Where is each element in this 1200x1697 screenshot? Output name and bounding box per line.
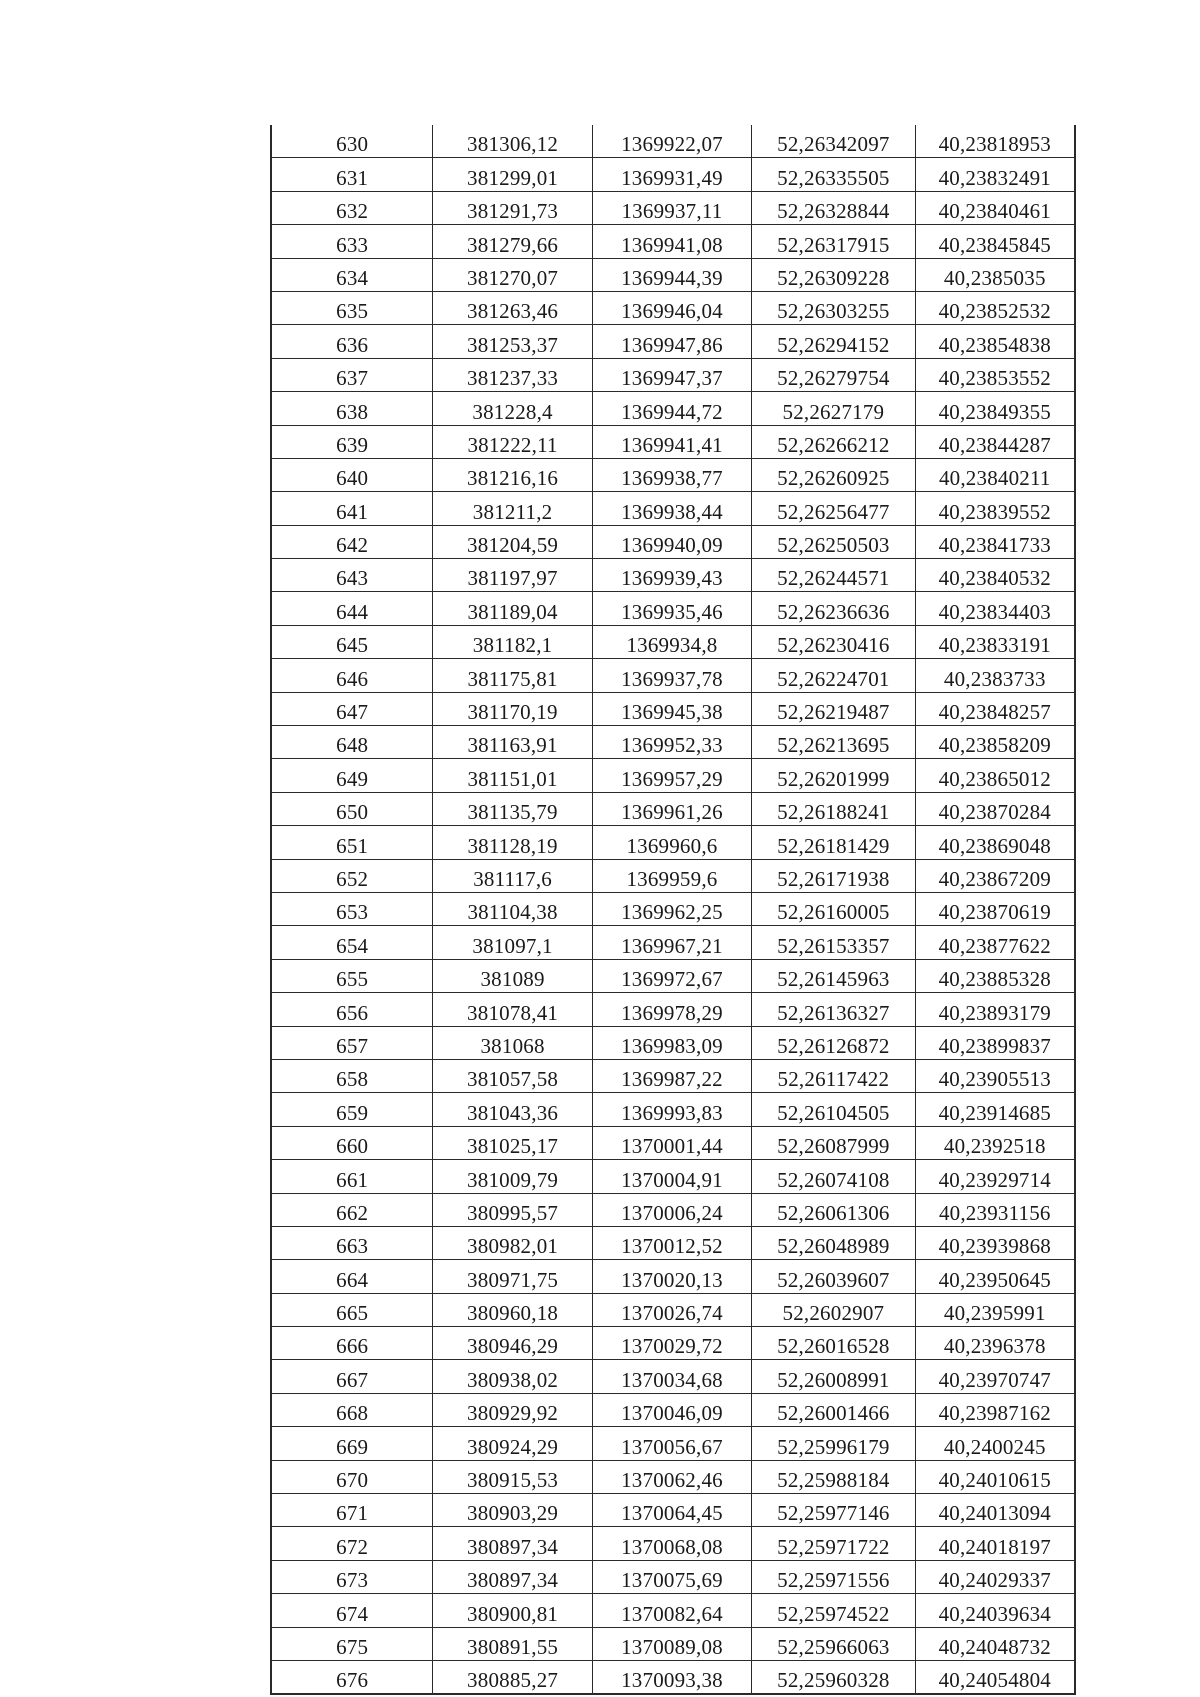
y-coordinate-cell: 1370068,08 [592,1527,751,1560]
table-row [271,1026,1075,1059]
y-coordinate-cell: 1369944,39 [592,258,751,291]
latitude-cell: 52,26244571 [752,559,915,592]
longitude-cell: 40,2392518 [915,1126,1075,1159]
longitude-cell: 40,23839552 [915,492,1075,525]
longitude-cell: 40,2400245 [915,1427,1075,1460]
point-number-cell: 672 [271,1527,433,1560]
point-number-cell: 657 [271,1026,433,1059]
table-row [271,425,1075,458]
latitude-cell: 52,26160005 [752,892,915,925]
y-coordinate-cell: 1370006,24 [592,1193,751,1226]
point-number-cell: 648 [271,726,433,759]
x-coordinate-cell: 381216,16 [433,458,592,491]
x-coordinate-cell: 381128,19 [433,826,592,859]
y-coordinate-cell: 1369961,26 [592,792,751,825]
longitude-cell: 40,23914685 [915,1093,1075,1126]
x-coordinate-cell: 381151,01 [433,759,592,792]
longitude-cell: 40,24054804 [915,1660,1075,1694]
table-row [271,1494,1075,1527]
longitude-cell: 40,24048732 [915,1627,1075,1660]
latitude-cell: 52,26201999 [752,759,915,792]
table-row [271,1427,1075,1460]
point-number-cell: 647 [271,692,433,725]
table-row [271,1126,1075,1159]
latitude-cell: 52,2602907 [752,1293,915,1326]
latitude-cell: 52,26309228 [752,258,915,291]
x-coordinate-cell: 380982,01 [433,1226,592,1259]
longitude-cell: 40,24010615 [915,1460,1075,1493]
table-row [271,358,1075,391]
y-coordinate-cell: 1369962,25 [592,892,751,925]
latitude-cell: 52,26328844 [752,191,915,224]
longitude-cell: 40,23832491 [915,158,1075,191]
latitude-cell: 52,26153357 [752,926,915,959]
x-coordinate-cell: 381057,58 [433,1059,592,1092]
longitude-cell: 40,23893179 [915,993,1075,1026]
table-row [271,392,1075,425]
y-coordinate-cell: 1370026,74 [592,1293,751,1326]
point-number-cell: 665 [271,1293,433,1326]
latitude-cell: 52,26260925 [752,458,915,491]
table-row [271,1160,1075,1193]
y-coordinate-cell: 1370082,64 [592,1594,751,1627]
longitude-cell: 40,24039634 [915,1594,1075,1627]
table-row [271,692,1075,725]
point-number-cell: 649 [271,759,433,792]
point-number-cell: 669 [271,1427,433,1460]
point-number-cell: 656 [271,993,433,1026]
x-coordinate-cell: 380885,27 [433,1660,592,1694]
latitude-cell: 52,26074108 [752,1160,915,1193]
table-row [271,1594,1075,1627]
table-row [271,792,1075,825]
point-number-cell: 634 [271,258,433,291]
y-coordinate-cell: 1370093,38 [592,1660,751,1694]
point-number-cell: 636 [271,325,433,358]
y-coordinate-cell: 1369947,86 [592,325,751,358]
latitude-cell: 52,26104505 [752,1093,915,1126]
table-row [271,1293,1075,1326]
table-row [271,1193,1075,1226]
point-number-cell: 641 [271,492,433,525]
point-number-cell: 661 [271,1160,433,1193]
longitude-cell: 40,23840461 [915,191,1075,224]
x-coordinate-cell: 381197,97 [433,559,592,592]
longitude-cell: 40,23853552 [915,358,1075,391]
x-coordinate-cell: 381104,38 [433,892,592,925]
x-coordinate-cell: 381291,73 [433,191,592,224]
x-coordinate-cell: 381068 [433,1026,592,1059]
x-coordinate-cell: 381299,01 [433,158,592,191]
longitude-cell: 40,23840532 [915,559,1075,592]
point-number-cell: 643 [271,559,433,592]
point-number-cell: 674 [271,1594,433,1627]
table-row [271,1627,1075,1660]
y-coordinate-cell: 1369946,04 [592,291,751,324]
x-coordinate-cell: 381009,79 [433,1160,592,1193]
longitude-cell: 40,23865012 [915,759,1075,792]
y-coordinate-cell: 1369983,09 [592,1026,751,1059]
longitude-cell: 40,24013094 [915,1494,1075,1527]
longitude-cell: 40,2383733 [915,659,1075,692]
point-number-cell: 660 [271,1126,433,1159]
y-coordinate-cell: 1370064,45 [592,1494,751,1527]
y-coordinate-cell: 1369934,8 [592,625,751,658]
coordinates-table-body [271,125,1075,1694]
point-number-cell: 637 [271,358,433,391]
y-coordinate-cell: 1369931,49 [592,158,751,191]
latitude-cell: 52,25971722 [752,1527,915,1560]
y-coordinate-cell: 1369937,78 [592,659,751,692]
table-row [271,659,1075,692]
y-coordinate-cell: 1369993,83 [592,1093,751,1126]
longitude-cell: 40,23845845 [915,225,1075,258]
x-coordinate-cell: 381204,59 [433,525,592,558]
latitude-cell: 52,26294152 [752,325,915,358]
y-coordinate-cell: 1369941,41 [592,425,751,458]
longitude-cell: 40,2385035 [915,258,1075,291]
y-coordinate-cell: 1369938,44 [592,492,751,525]
table-row [271,325,1075,358]
longitude-cell: 40,23869048 [915,826,1075,859]
point-number-cell: 635 [271,291,433,324]
y-coordinate-cell: 1369959,6 [592,859,751,892]
latitude-cell: 52,26048989 [752,1226,915,1259]
table-row [271,191,1075,224]
table-row [271,1093,1075,1126]
x-coordinate-cell: 381089 [433,959,592,992]
latitude-cell: 52,26145963 [752,959,915,992]
longitude-cell: 40,24029337 [915,1560,1075,1593]
point-number-cell: 650 [271,792,433,825]
longitude-cell: 40,23844287 [915,425,1075,458]
x-coordinate-cell: 381211,2 [433,492,592,525]
table-row [271,1260,1075,1293]
latitude-cell: 52,2627179 [752,392,915,425]
x-coordinate-cell: 381117,6 [433,859,592,892]
x-coordinate-cell: 381135,79 [433,792,592,825]
table-row [271,225,1075,258]
y-coordinate-cell: 1369945,38 [592,692,751,725]
longitude-cell: 40,23950645 [915,1260,1075,1293]
point-number-cell: 631 [271,158,433,191]
x-coordinate-cell: 380929,92 [433,1393,592,1426]
y-coordinate-cell: 1369922,07 [592,125,751,158]
latitude-cell: 52,26213695 [752,726,915,759]
point-number-cell: 646 [271,659,433,692]
x-coordinate-cell: 380960,18 [433,1293,592,1326]
table-row [271,525,1075,558]
x-coordinate-cell: 381182,1 [433,625,592,658]
latitude-cell: 52,25971556 [752,1560,915,1593]
latitude-cell: 52,25966063 [752,1627,915,1660]
y-coordinate-cell: 1369957,29 [592,759,751,792]
x-coordinate-cell: 380915,53 [433,1460,592,1493]
point-number-cell: 651 [271,826,433,859]
table-row [271,926,1075,959]
point-number-cell: 667 [271,1360,433,1393]
point-number-cell: 653 [271,892,433,925]
table-row [271,859,1075,892]
x-coordinate-cell: 381170,19 [433,692,592,725]
y-coordinate-cell: 1369978,29 [592,993,751,1026]
table-row [271,1460,1075,1493]
y-coordinate-cell: 1369967,21 [592,926,751,959]
longitude-cell: 40,23841733 [915,525,1075,558]
y-coordinate-cell: 1370046,09 [592,1393,751,1426]
x-coordinate-cell: 381222,11 [433,425,592,458]
y-coordinate-cell: 1369944,72 [592,392,751,425]
latitude-cell: 52,26303255 [752,291,915,324]
latitude-cell: 52,25996179 [752,1427,915,1460]
latitude-cell: 52,26317915 [752,225,915,258]
longitude-cell: 40,23970747 [915,1360,1075,1393]
coordinates-table [270,125,1076,1695]
latitude-cell: 52,26016528 [752,1327,915,1360]
latitude-cell: 52,26250503 [752,525,915,558]
latitude-cell: 52,26008991 [752,1360,915,1393]
longitude-cell: 40,23987162 [915,1393,1075,1426]
y-coordinate-cell: 1369938,77 [592,458,751,491]
latitude-cell: 52,25977146 [752,1494,915,1527]
y-coordinate-cell: 1369952,33 [592,726,751,759]
x-coordinate-cell: 381163,91 [433,726,592,759]
y-coordinate-cell: 1369947,37 [592,358,751,391]
x-coordinate-cell: 381279,66 [433,225,592,258]
y-coordinate-cell: 1370001,44 [592,1126,751,1159]
y-coordinate-cell: 1370012,52 [592,1226,751,1259]
x-coordinate-cell: 381025,17 [433,1126,592,1159]
point-number-cell: 658 [271,1059,433,1092]
y-coordinate-cell: 1370020,13 [592,1260,751,1293]
longitude-cell: 40,23939868 [915,1226,1075,1259]
point-number-cell: 642 [271,525,433,558]
x-coordinate-cell: 381078,41 [433,993,592,1026]
point-number-cell: 673 [271,1560,433,1593]
x-coordinate-cell: 381263,46 [433,291,592,324]
latitude-cell: 52,26087999 [752,1126,915,1159]
point-number-cell: 633 [271,225,433,258]
table-row [271,1560,1075,1593]
latitude-cell: 52,26279754 [752,358,915,391]
x-coordinate-cell: 381189,04 [433,592,592,625]
table-row [271,1393,1075,1426]
point-number-cell: 663 [271,1226,433,1259]
latitude-cell: 52,26188241 [752,792,915,825]
table-row [271,1360,1075,1393]
longitude-cell: 40,23854838 [915,325,1075,358]
point-number-cell: 670 [271,1460,433,1493]
longitude-cell: 40,2395991 [915,1293,1075,1326]
longitude-cell: 40,23848257 [915,692,1075,725]
latitude-cell: 52,26039607 [752,1260,915,1293]
y-coordinate-cell: 1370004,91 [592,1160,751,1193]
longitude-cell: 40,23929714 [915,1160,1075,1193]
table-row [271,258,1075,291]
latitude-cell: 52,26126872 [752,1026,915,1059]
point-number-cell: 676 [271,1660,433,1694]
point-number-cell: 666 [271,1327,433,1360]
point-number-cell: 630 [271,125,433,158]
y-coordinate-cell: 1370029,72 [592,1327,751,1360]
longitude-cell: 40,23877622 [915,926,1075,959]
y-coordinate-cell: 1369940,09 [592,525,751,558]
latitude-cell: 52,26335505 [752,158,915,191]
longitude-cell: 40,23840211 [915,458,1075,491]
latitude-cell: 52,26001466 [752,1393,915,1426]
table-row [271,826,1075,859]
point-number-cell: 662 [271,1193,433,1226]
latitude-cell: 52,26256477 [752,492,915,525]
latitude-cell: 52,26224701 [752,659,915,692]
longitude-cell: 40,23818953 [915,125,1075,158]
table-row [271,458,1075,491]
longitude-cell: 40,23867209 [915,859,1075,892]
point-number-cell: 675 [271,1627,433,1660]
y-coordinate-cell: 1370034,68 [592,1360,751,1393]
table-row [271,291,1075,324]
point-number-cell: 645 [271,625,433,658]
y-coordinate-cell: 1369960,6 [592,826,751,859]
table-row [271,892,1075,925]
longitude-cell: 40,23834403 [915,592,1075,625]
longitude-cell: 40,23870284 [915,792,1075,825]
point-number-cell: 659 [271,1093,433,1126]
table-row [271,625,1075,658]
point-number-cell: 632 [271,191,433,224]
longitude-cell: 40,23931156 [915,1193,1075,1226]
x-coordinate-cell: 381043,36 [433,1093,592,1126]
point-number-cell: 644 [271,592,433,625]
point-number-cell: 639 [271,425,433,458]
table-row [271,492,1075,525]
y-coordinate-cell: 1370062,46 [592,1460,751,1493]
table-row [271,1226,1075,1259]
latitude-cell: 52,26181429 [752,826,915,859]
x-coordinate-cell: 380971,75 [433,1260,592,1293]
y-coordinate-cell: 1369937,11 [592,191,751,224]
x-coordinate-cell: 380900,81 [433,1594,592,1627]
y-coordinate-cell: 1370075,69 [592,1560,751,1593]
table-row [271,1059,1075,1092]
latitude-cell: 52,26230416 [752,625,915,658]
longitude-cell: 40,23849355 [915,392,1075,425]
latitude-cell: 52,26219487 [752,692,915,725]
x-coordinate-cell: 380897,34 [433,1560,592,1593]
point-number-cell: 640 [271,458,433,491]
x-coordinate-cell: 381306,12 [433,125,592,158]
y-coordinate-cell: 1370089,08 [592,1627,751,1660]
y-coordinate-cell: 1370056,67 [592,1427,751,1460]
point-number-cell: 664 [271,1260,433,1293]
table-row [271,1327,1075,1360]
latitude-cell: 52,26266212 [752,425,915,458]
y-coordinate-cell: 1369972,67 [592,959,751,992]
longitude-cell: 40,2396378 [915,1327,1075,1360]
x-coordinate-cell: 381253,37 [433,325,592,358]
point-number-cell: 668 [271,1393,433,1426]
latitude-cell: 52,26061306 [752,1193,915,1226]
table-row [271,726,1075,759]
x-coordinate-cell: 380924,29 [433,1427,592,1460]
table-row [271,559,1075,592]
x-coordinate-cell: 380946,29 [433,1327,592,1360]
point-number-cell: 671 [271,1494,433,1527]
table-row [271,993,1075,1026]
latitude-cell: 52,26236636 [752,592,915,625]
table-row [271,592,1075,625]
x-coordinate-cell: 381175,81 [433,659,592,692]
x-coordinate-cell: 380891,55 [433,1627,592,1660]
x-coordinate-cell: 381097,1 [433,926,592,959]
latitude-cell: 52,26136327 [752,993,915,1026]
latitude-cell: 52,25974522 [752,1594,915,1627]
point-number-cell: 638 [271,392,433,425]
table-row [271,125,1075,158]
x-coordinate-cell: 381270,07 [433,258,592,291]
x-coordinate-cell: 380903,29 [433,1494,592,1527]
y-coordinate-cell: 1369987,22 [592,1059,751,1092]
longitude-cell: 40,23858209 [915,726,1075,759]
longitude-cell: 40,24018197 [915,1527,1075,1560]
longitude-cell: 40,23870619 [915,892,1075,925]
latitude-cell: 52,26342097 [752,125,915,158]
x-coordinate-cell: 380938,02 [433,1360,592,1393]
point-number-cell: 652 [271,859,433,892]
x-coordinate-cell: 380995,57 [433,1193,592,1226]
table-row [271,1660,1075,1694]
longitude-cell: 40,23833191 [915,625,1075,658]
longitude-cell: 40,23852532 [915,291,1075,324]
longitude-cell: 40,23899837 [915,1026,1075,1059]
longitude-cell: 40,23905513 [915,1059,1075,1092]
point-number-cell: 654 [271,926,433,959]
latitude-cell: 52,26171938 [752,859,915,892]
latitude-cell: 52,25960328 [752,1660,915,1694]
latitude-cell: 52,25988184 [752,1460,915,1493]
point-number-cell: 655 [271,959,433,992]
longitude-cell: 40,23885328 [915,959,1075,992]
y-coordinate-cell: 1369939,43 [592,559,751,592]
x-coordinate-cell: 381228,4 [433,392,592,425]
x-coordinate-cell: 380897,34 [433,1527,592,1560]
y-coordinate-cell: 1369941,08 [592,225,751,258]
table-row [271,959,1075,992]
x-coordinate-cell: 381237,33 [433,358,592,391]
y-coordinate-cell: 1369935,46 [592,592,751,625]
latitude-cell: 52,26117422 [752,1059,915,1092]
table-row [271,158,1075,191]
table-row [271,1527,1075,1560]
table-row [271,759,1075,792]
